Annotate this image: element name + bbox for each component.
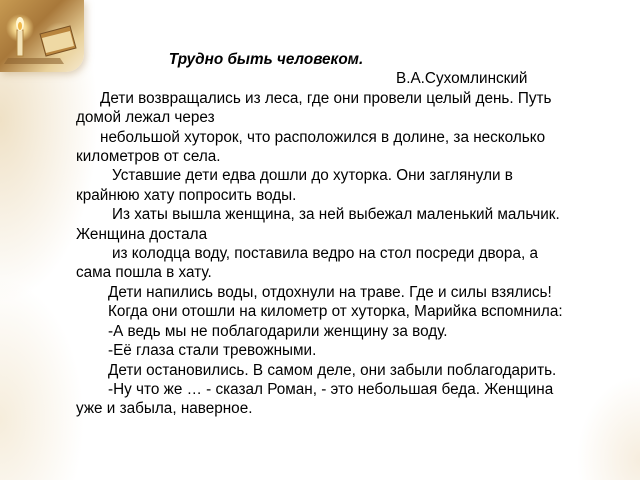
text-line: Дети остановились. В самом деле, они забыли поблагодарить. bbox=[108, 361, 557, 379]
text-line: Из хаты вышла женщина, за ней выбежал маленький мальчик. bbox=[112, 206, 560, 224]
story-text bbox=[76, 50, 616, 419]
text-line: из колодца воду, поставила ведро на стол посреди двора, а bbox=[112, 245, 538, 263]
text-line: сама пошла в хату. bbox=[76, 264, 212, 282]
text-line: Уставшие дети едва дошли до хуторка. Они заглянули в bbox=[112, 167, 513, 185]
text-line: Дети возвращались из леса, где они провели целый день. Путь bbox=[100, 89, 552, 107]
text-line: Женщина достала bbox=[76, 225, 208, 243]
text-line: -А ведь мы не поблагодарили женщину за воду. bbox=[108, 322, 448, 340]
text-line: небольшой хуторок, что расположился в долине, за несколько bbox=[100, 128, 546, 146]
text-line: уже и забыла, наверное. bbox=[76, 400, 253, 418]
text-line: километров от села. bbox=[76, 148, 221, 166]
story-title: Трудно быть человеком. bbox=[168, 51, 364, 68]
text-line: Дети напились воды, отдохнули на траве. Где и силы взялись! bbox=[108, 283, 552, 301]
text-line: домой лежал через bbox=[76, 109, 215, 127]
story-author: В.А.Сухомлинский bbox=[396, 70, 528, 88]
text-line: -Её глаза стали тревожными. bbox=[108, 342, 317, 360]
text-line: -Ну что же … - сказал Роман, - это небольшая беда. Женщина bbox=[108, 380, 554, 398]
text-line: крайнюю хату попросить воды. bbox=[76, 186, 297, 204]
text-line: Когда они отошли на километр от хуторка, Марийка вспомнила: bbox=[108, 303, 563, 321]
candle-and-book-icon bbox=[0, 0, 84, 72]
